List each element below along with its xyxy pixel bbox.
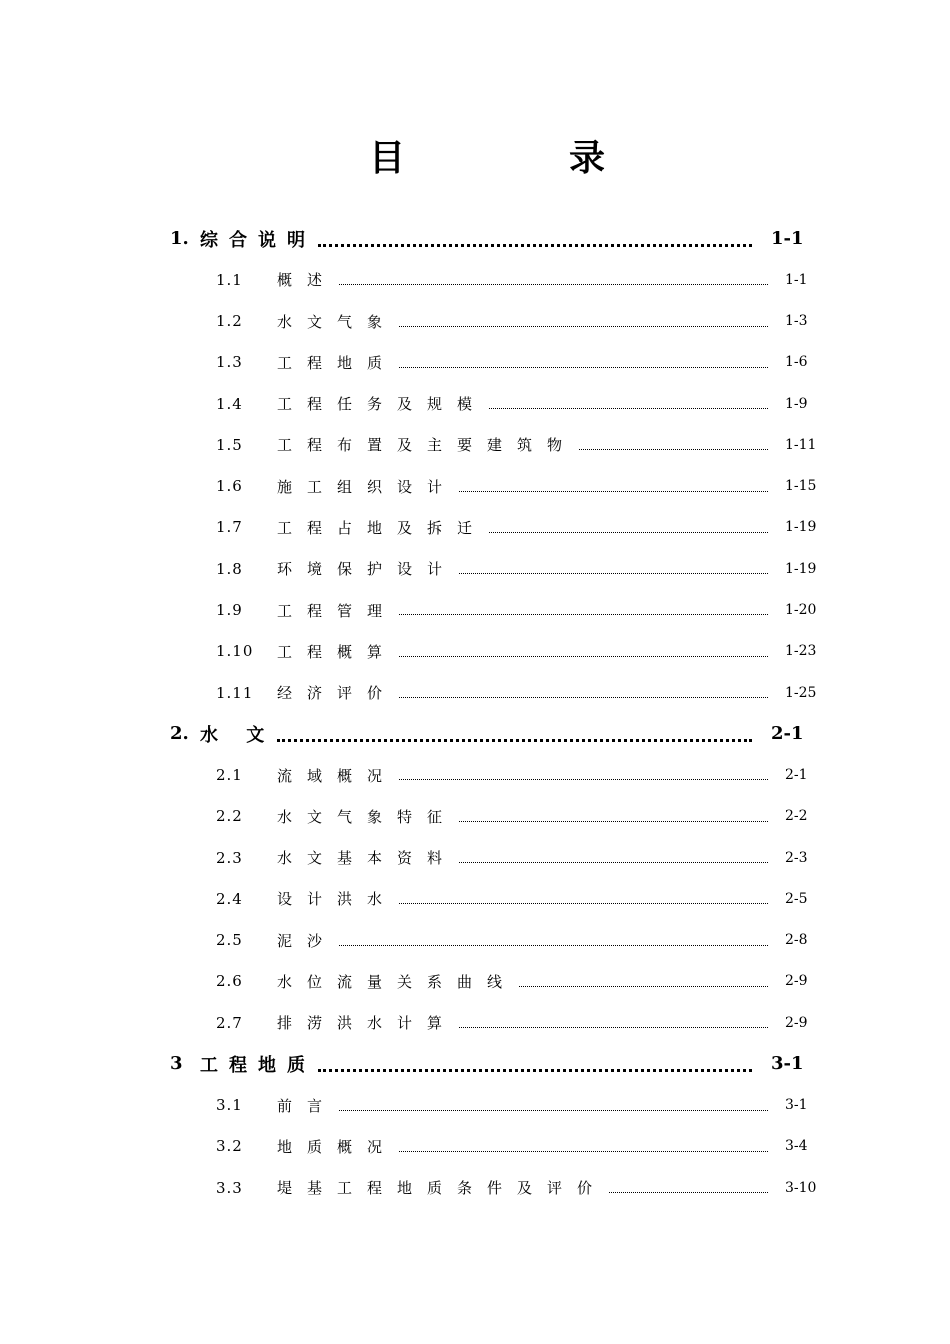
toc-section-row[interactable] (0, 920, 950, 961)
toc-leader-dots (459, 862, 768, 863)
toc-entry-page: 3-1 (785, 1097, 808, 1114)
toc-leader-dots (609, 1192, 768, 1193)
toc-entry-label: 工程布置及主要建筑物 (277, 436, 578, 455)
toc-section-row[interactable] (0, 961, 950, 1002)
toc-leader-dots (519, 986, 768, 987)
toc-chapter-row[interactable] (0, 1043, 950, 1084)
toc-entry-page: 1-25 (785, 684, 817, 701)
toc-entry-number: 3.2 (216, 1137, 243, 1156)
toc-section-row[interactable] (0, 754, 950, 795)
toc-leader-dots (399, 656, 768, 657)
toc-section-row[interactable] (0, 589, 950, 630)
toc-entry-label: 前言 (277, 1096, 338, 1115)
toc-entry-page: 1-11 (785, 436, 817, 453)
toc-entry-label: 工程地质 (200, 1054, 316, 1076)
toc-entry-label: 地质概况 (277, 1137, 398, 1156)
toc-entry-label: 综合说明 (200, 229, 316, 251)
toc-section-row[interactable] (0, 548, 950, 589)
toc-entry-label: 水文基本资料 (277, 849, 458, 868)
toc-entry-number: 2. (170, 723, 189, 745)
toc-section-row[interactable] (0, 1085, 950, 1126)
toc-leader-dots (459, 491, 768, 492)
toc-entry-number: 3 (170, 1053, 183, 1075)
toc-section-row[interactable] (0, 1126, 950, 1167)
toc-leader-dots (318, 1069, 752, 1072)
toc-leader-dots (459, 1027, 768, 1028)
toc-entry-label: 工程管理 (277, 601, 398, 620)
toc-leader-dots (459, 821, 768, 822)
toc-entry-label: 施工组织设计 (277, 477, 458, 496)
toc-entry-page: 3-1 (771, 1053, 804, 1075)
toc-entry-number: 1.8 (216, 559, 243, 578)
toc-entry-page: 3-10 (785, 1179, 817, 1196)
toc-section-row[interactable] (0, 796, 950, 837)
toc-entry-label: 设计洪水 (277, 890, 398, 909)
toc-entry-label: 流域概况 (277, 766, 398, 785)
toc-leader-dots (399, 903, 768, 904)
toc-leader-dots (339, 284, 768, 285)
toc-entry-label: 泥沙 (277, 931, 338, 950)
toc-entry-label: 水文气象 (277, 312, 398, 331)
toc-leader-dots (579, 449, 768, 450)
toc-entry-number: 2.3 (216, 848, 243, 867)
toc-entry-page: 2-1 (785, 767, 808, 784)
toc-entry-number: 1.11 (216, 683, 254, 702)
toc-entry-number: 2.4 (216, 889, 243, 908)
toc-section-row[interactable] (0, 507, 950, 548)
toc-entry-page: 1-23 (785, 643, 817, 660)
toc-entry-number: 1.4 (216, 394, 243, 413)
toc-entry-page: 1-1 (785, 271, 808, 288)
toc-section-row[interactable] (0, 1002, 950, 1043)
toc-entry-label: 水文气象特征 (277, 807, 458, 826)
title-char-1: 目 (369, 137, 406, 179)
toc-leader-dots (339, 1110, 768, 1111)
toc-entry-number: 2.6 (216, 972, 243, 991)
toc-section-row[interactable] (0, 259, 950, 300)
toc-leader-dots (399, 1151, 768, 1152)
toc-entry-page: 1-19 (785, 560, 817, 577)
toc-section-row[interactable] (0, 878, 950, 919)
toc-leader-dots (399, 614, 768, 615)
toc-entry-label: 水 文 (200, 724, 276, 746)
toc-section-row[interactable] (0, 383, 950, 424)
toc-entry-number: 1.9 (216, 601, 243, 620)
toc-section-row[interactable] (0, 424, 950, 465)
toc-entry-number: 2.2 (216, 807, 243, 826)
toc-entry-page: 1-1 (771, 228, 804, 250)
toc-entry-page: 1-3 (785, 313, 808, 330)
toc-section-row[interactable] (0, 301, 950, 342)
toc-leader-dots (399, 697, 768, 698)
toc-entry-number: 2.7 (216, 1013, 243, 1032)
toc-entry-page: 2-9 (785, 1014, 808, 1031)
toc-entry-page: 3-4 (785, 1138, 808, 1155)
toc-leader-dots (459, 573, 768, 574)
toc-entry-number: 1.3 (216, 353, 243, 372)
toc-entry-page: 1-6 (785, 354, 808, 371)
toc-section-row[interactable] (0, 342, 950, 383)
toc-entry-page: 2-8 (785, 932, 808, 949)
toc-entry-label: 概述 (277, 271, 338, 290)
toc-entry-number: 1. (170, 228, 189, 250)
toc-entry-page: 1-9 (785, 395, 808, 412)
toc-entry-number: 1.10 (216, 642, 254, 661)
toc-entry-label: 水位流量关系曲线 (277, 972, 518, 991)
toc-entry-page: 2-5 (785, 890, 808, 907)
toc-entry-page: 2-9 (785, 973, 808, 990)
toc-leader-dots (318, 244, 752, 247)
toc-leader-dots (399, 779, 768, 780)
toc-entry-number: 2.5 (216, 931, 243, 950)
toc-entry-label: 排涝洪水计算 (277, 1014, 458, 1033)
toc-entry-label: 堤基工程地质条件及评价 (277, 1179, 608, 1198)
toc-entry-number: 3.1 (216, 1096, 243, 1115)
toc-entry-page: 1-15 (785, 478, 817, 495)
toc-entry-number: 1.7 (216, 518, 243, 537)
toc-entry-page: 2-1 (771, 723, 804, 745)
toc-section-row[interactable] (0, 837, 950, 878)
table-of-contents (0, 218, 950, 1208)
toc-leader-dots (489, 408, 768, 409)
toc-leader-dots (277, 739, 752, 742)
title-char-2: 录 (569, 137, 606, 179)
toc-entry-page: 1-19 (785, 519, 817, 536)
toc-entry-number: 1.2 (216, 312, 243, 331)
toc-section-row[interactable] (0, 631, 950, 672)
toc-entry-number: 2.1 (216, 766, 243, 785)
toc-entry-number: 3.3 (216, 1178, 243, 1197)
toc-leader-dots (489, 532, 768, 533)
toc-leader-dots (399, 326, 768, 327)
toc-entry-number: 1.6 (216, 477, 243, 496)
toc-entry-label: 工程占地及拆迁 (277, 518, 488, 537)
toc-entry-label: 工程地质 (277, 353, 398, 372)
toc-leader-dots (339, 945, 768, 946)
toc-section-row[interactable] (0, 672, 950, 713)
toc-entry-number: 1.1 (216, 270, 243, 289)
page-title (0, 134, 950, 184)
toc-section-row[interactable] (0, 1167, 950, 1208)
toc-entry-label: 经济评价 (277, 684, 398, 703)
toc-chapter-row[interactable] (0, 713, 950, 754)
toc-entry-label: 工程任务及规模 (277, 395, 488, 414)
toc-entry-number: 1.5 (216, 435, 243, 454)
toc-section-row[interactable] (0, 466, 950, 507)
toc-entry-label: 工程概算 (277, 642, 398, 661)
toc-entry-page: 1-20 (785, 602, 817, 619)
toc-leader-dots (399, 367, 768, 368)
toc-chapter-row[interactable] (0, 218, 950, 259)
toc-entry-label: 环境保护设计 (277, 560, 458, 579)
toc-entry-page: 2-3 (785, 849, 808, 866)
toc-entry-page: 2-2 (785, 808, 808, 825)
